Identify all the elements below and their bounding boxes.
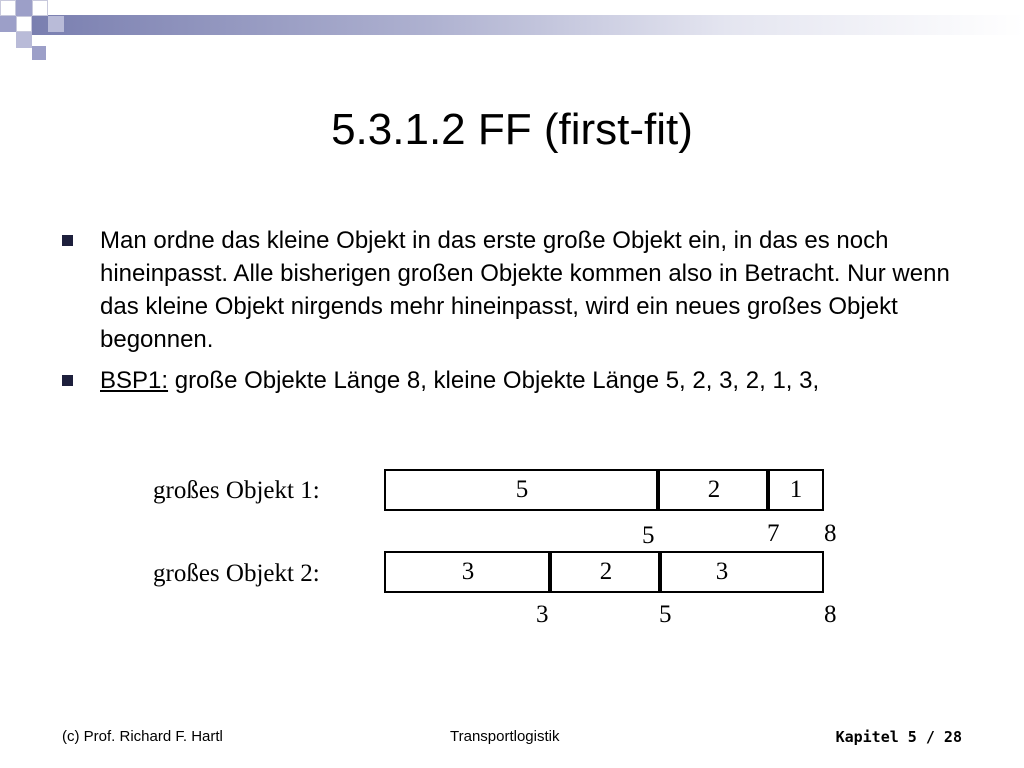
header-gradient-bar <box>32 15 1024 35</box>
bin-item: 3 <box>715 558 729 585</box>
bullet-text: große Objekte Länge 8, kleine Objekte Länge 5, 2, 3, 2, 1, 3, <box>168 367 820 394</box>
position-mark: 3 <box>536 601 549 628</box>
square-bullet-icon <box>62 375 73 386</box>
bullet-item <box>62 224 962 356</box>
bin-item: 2 <box>707 476 721 503</box>
bin-item: 2 <box>599 558 613 585</box>
decor-square <box>48 16 64 32</box>
bin-item: 5 <box>515 476 529 503</box>
bullet-item <box>62 364 962 397</box>
decor-square <box>16 16 32 32</box>
footer-chapter: Kapitel 5 / 28 <box>835 728 962 746</box>
position-mark: 8 <box>824 601 837 628</box>
bin-label: großes Objekt 1: <box>153 477 320 504</box>
decor-square <box>32 0 48 16</box>
position-mark: 8 <box>824 520 837 547</box>
bin-box <box>384 551 824 593</box>
footer-author: (c) Prof. Richard F. Hartl <box>62 728 223 745</box>
bin-item: 3 <box>461 558 475 585</box>
decor-square <box>0 0 16 16</box>
bin-box <box>384 469 824 511</box>
bin-item: 1 <box>789 476 803 503</box>
slide-title: 5.3.1.2 FF (first-fit) <box>331 105 693 154</box>
position-mark: 5 <box>659 601 672 628</box>
decor-square <box>32 46 46 60</box>
decor-square <box>16 0 32 16</box>
bullet-list <box>62 224 962 405</box>
decor-square <box>16 32 32 48</box>
bin-label: großes Objekt 2: <box>153 560 320 587</box>
footer-course: Transportlogistik <box>450 728 560 745</box>
decor-square <box>0 16 16 32</box>
square-bullet-icon <box>62 235 73 246</box>
position-mark: 5 <box>642 522 655 549</box>
bullet-text: Man ordne das kleine Objekt in das erste große Objekt ein, in das es noch hineinpasst. Alle bisherigen großen Objekte kommen also in Betracht. Nur wenn das kleine Objekt nirgends mehr hineinpasst, wird ein neues großes Objekt begonnen. <box>100 227 950 353</box>
example-label: BSP1: <box>100 367 169 394</box>
position-mark: 7 <box>767 520 780 547</box>
